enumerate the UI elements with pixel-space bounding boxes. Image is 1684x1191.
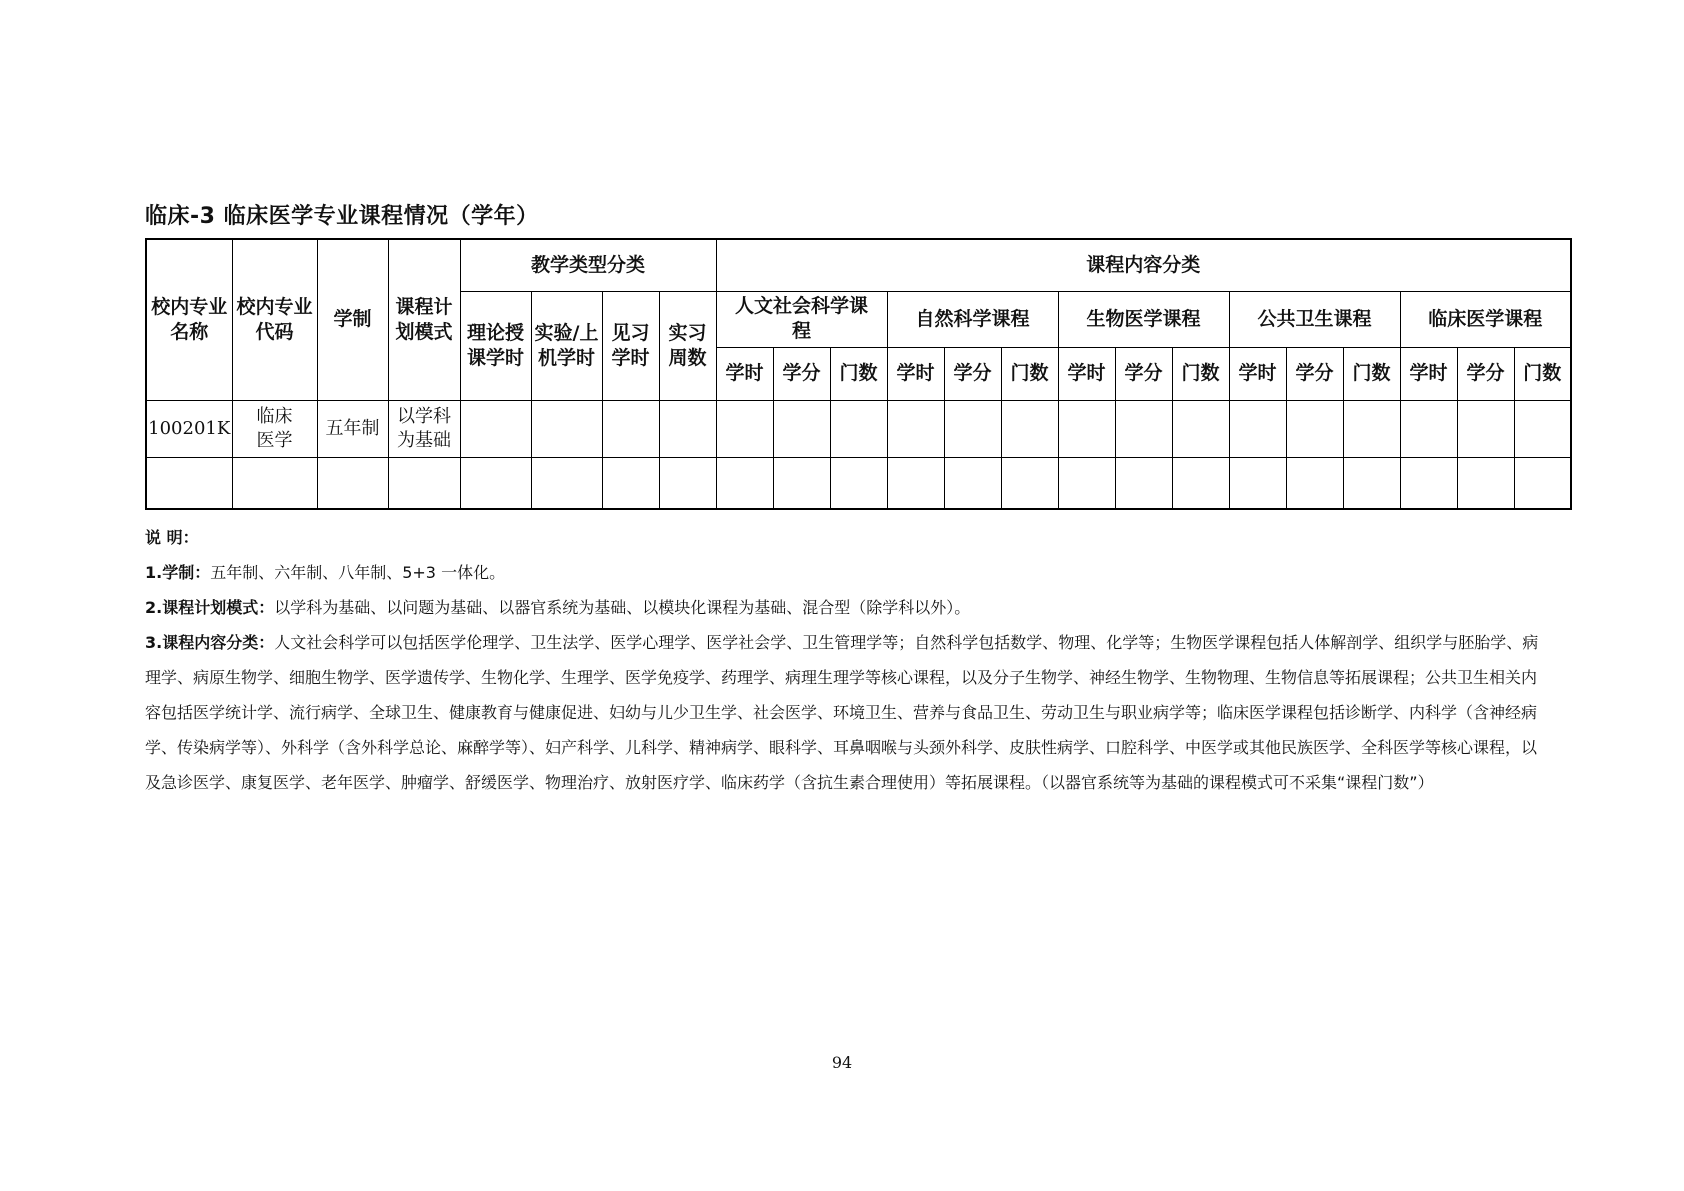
table-cell [1514, 457, 1571, 509]
note-item-2-text: 以学科为基础、以问题为基础、以器官系统为基础、以模块化课程为基础、混合型（除学科以外）。 [274, 598, 971, 617]
sub-header-credits: 学分 [1115, 347, 1172, 400]
note-item-1 [145, 555, 1550, 590]
header-major-code: 校内专业代码 [232, 239, 317, 400]
sub-header-hours: 学时 [1400, 347, 1457, 400]
sub-header-hours: 学时 [887, 347, 944, 400]
table-cell [531, 400, 602, 457]
note-item-2-lead: 2.课程计划模式： [145, 598, 275, 617]
table-cell [388, 457, 460, 509]
header-public-health: 公共卫生课程 [1229, 291, 1400, 347]
table-cell [146, 457, 232, 509]
table-cell [1343, 400, 1400, 457]
table-cell [1172, 457, 1229, 509]
table-cell [460, 457, 531, 509]
cell-plan-mode: 以学科为基础 [388, 400, 460, 457]
table-cell [830, 400, 887, 457]
table-cell [1286, 457, 1343, 509]
sub-header-courses: 门数 [1514, 347, 1571, 400]
cell-major-code: 100201K [146, 400, 232, 457]
table-cell [1457, 457, 1514, 509]
table-cell [602, 400, 659, 457]
cell-major-name: 临床医学 [232, 400, 317, 457]
table-cell [659, 457, 716, 509]
table-cell [1115, 400, 1172, 457]
table-cell [1400, 457, 1457, 509]
header-lab-hours: 实验/上机学时 [531, 291, 602, 400]
note-item-3-text: 人文社会科学可以包括医学伦理学、卫生法学、医学心理学、医学社会学、卫生管理学等；自然科学包括数学、物理、化学等；生物医学课程包括人体解剖学、组织学与胚胎学、病理学、病原生物学、细胞生物学、医学遗传学、生物化学、生理学、医学免疫学、药理学、病理生理学等核心课程，以及分子生物学、神经生物学、生物物理、生物信息等拓展课程；公共卫生相关内容包括医学统计学、流行病学、全球卫生、健康教育与健康促进、妇幼与儿少卫生学、社会医学、环境卫生、营养与食品卫生、劳动卫生与职业病学等；临床医学课程包括诊断学、内科学（含神经病学、传染病学等）、外科学（含外科学总论、麻醉学等）、妇产科学、儿科学、精神病学、眼科学、耳鼻咽喉与头颈外科学、皮肤性病学、口腔科学、中医学或其他民族医学、全科医学等核心课程，以及急诊医学、康复医学、老年医学、肿瘤学、舒缓医学、物理治疗、放射医疗学、临床药学（含抗生素合理使用）等拓展课程。（以器官系统等为基础的课程模式可不采集“课程门数”） [145, 633, 1539, 792]
table-cell [1400, 400, 1457, 457]
note-item-1-text: 五年制、六年制、八年制、5+3 一体化。 [210, 563, 506, 582]
table-cell [1172, 400, 1229, 457]
table-cell [1115, 457, 1172, 509]
sub-header-hours: 学时 [1229, 347, 1286, 400]
note-item-2 [145, 590, 1550, 625]
table-cell [1514, 400, 1571, 457]
notes-section [145, 520, 1550, 800]
header-teaching-type-group: 教学类型分类 [460, 239, 716, 291]
page-number: 94 [831, 1053, 853, 1072]
sub-header-hours: 学时 [716, 347, 773, 400]
table-cell [1001, 457, 1058, 509]
table-row-empty [146, 457, 1571, 509]
table-cell [531, 457, 602, 509]
sub-header-courses: 门数 [1343, 347, 1400, 400]
sub-header-credits: 学分 [1286, 347, 1343, 400]
sub-header-credits: 学分 [944, 347, 1001, 400]
sub-header-courses: 门数 [830, 347, 887, 400]
table-cell [1058, 457, 1115, 509]
header-clinical-medicine: 临床医学课程 [1400, 291, 1571, 347]
table-cell [1286, 400, 1343, 457]
table-cell [1058, 400, 1115, 457]
table-cell [659, 400, 716, 457]
header-observation-hours: 见习学时 [602, 291, 659, 400]
header-duration: 学制 [317, 239, 388, 400]
table-cell [944, 400, 1001, 457]
header-content-group: 课程内容分类 [716, 239, 1571, 291]
table-cell [1229, 400, 1286, 457]
sub-header-courses: 门数 [1001, 347, 1058, 400]
header-plan-mode: 课程计划模式 [388, 239, 460, 400]
table-cell [716, 457, 773, 509]
table-cell [460, 400, 531, 457]
table-cell [1001, 400, 1058, 457]
note-item-3-lead: 3.课程内容分类： [145, 633, 275, 652]
note-item-3 [145, 625, 1550, 800]
sub-header-credits: 学分 [773, 347, 830, 400]
table-row [146, 400, 1571, 457]
notes-heading: 说 明： [145, 528, 199, 547]
cell-duration: 五年制 [317, 400, 388, 457]
table-cell [602, 457, 659, 509]
header-theory-hours: 理论授课学时 [460, 291, 531, 400]
header-internship-weeks: 实习周数 [659, 291, 716, 400]
sub-header-credits: 学分 [1457, 347, 1514, 400]
table-cell [773, 400, 830, 457]
table-cell [887, 457, 944, 509]
header-major-name: 校内专业名称 [146, 239, 232, 400]
table-cell [716, 400, 773, 457]
table-cell [232, 457, 317, 509]
header-natural-science: 自然科学课程 [887, 291, 1058, 347]
table-cell [830, 457, 887, 509]
table-cell [1343, 457, 1400, 509]
note-item-1-lead: 1.学制： [145, 563, 211, 582]
table-cell [773, 457, 830, 509]
table-cell [944, 457, 1001, 509]
table-title: 临床-3 临床医学专业课程情况（学年） [145, 204, 539, 229]
table-cell [887, 400, 944, 457]
table-cell [317, 457, 388, 509]
sub-header-hours: 学时 [1058, 347, 1115, 400]
course-table [145, 238, 1572, 510]
table-cell [1457, 400, 1514, 457]
sub-header-courses: 门数 [1172, 347, 1229, 400]
header-humanities: 人文社会科学课程 [716, 291, 887, 347]
table-cell [1229, 457, 1286, 509]
header-biomedical: 生物医学课程 [1058, 291, 1229, 347]
